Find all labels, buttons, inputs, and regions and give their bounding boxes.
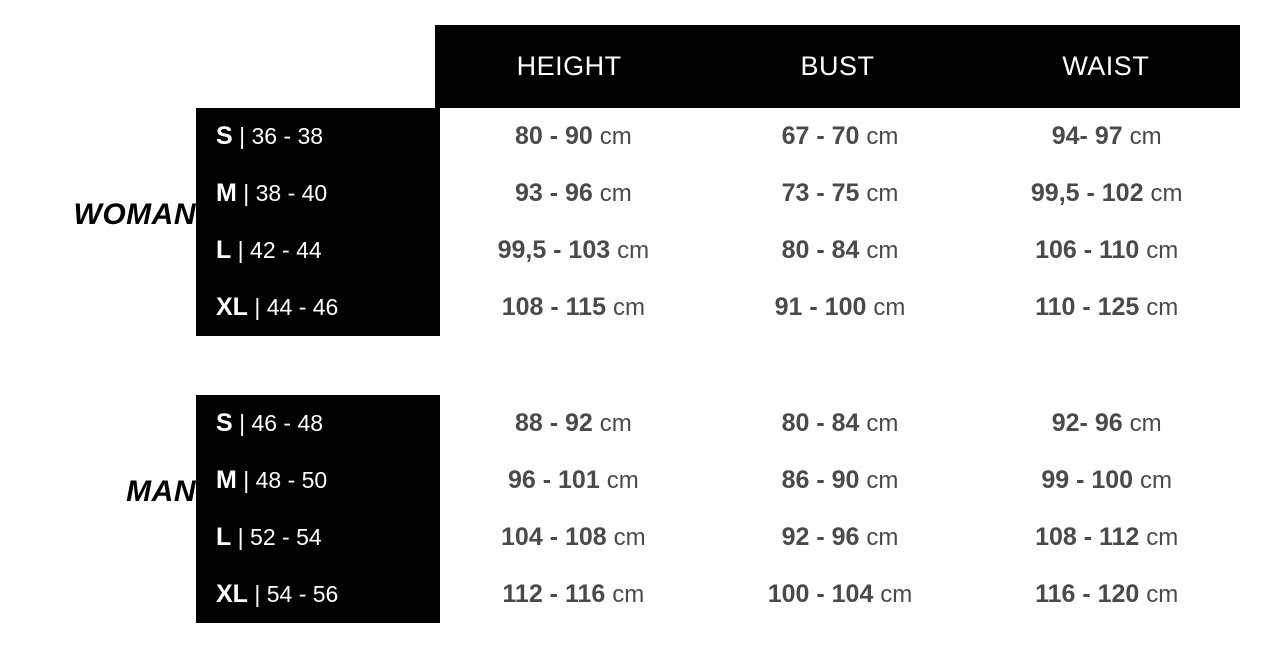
size-separator: | xyxy=(239,410,246,436)
height-value: 112 - 116 xyxy=(502,580,606,608)
size-separator: | xyxy=(237,524,244,550)
group-label-woman: WOMAN xyxy=(73,198,196,231)
height-value: 104 - 108 xyxy=(501,523,607,551)
size-eu: 38 - 40 xyxy=(255,180,328,206)
waist-value: 99 - 100 xyxy=(1041,466,1134,494)
table-row xyxy=(196,165,1240,222)
waist-value: 99,5 - 102 xyxy=(1030,179,1144,207)
bust-cell xyxy=(707,409,974,438)
table-row xyxy=(196,566,1240,623)
size-letter: XL xyxy=(216,580,248,608)
size-separator: | xyxy=(254,581,261,607)
bust-value: 92 - 96 xyxy=(781,523,860,551)
waist-cell xyxy=(973,293,1240,322)
bust-cell xyxy=(707,293,974,322)
unit-label: cm xyxy=(1150,180,1183,207)
waist-cell xyxy=(973,580,1240,609)
waist-cell xyxy=(973,523,1240,552)
unit-label: cm xyxy=(866,123,899,150)
height-value: 96 - 101 xyxy=(507,466,600,494)
size-letter: M xyxy=(216,466,237,494)
size-separator: | xyxy=(254,294,261,320)
height-cell xyxy=(440,122,707,151)
unit-label: cm xyxy=(1129,410,1162,437)
waist-value: 116 - 120 xyxy=(1035,580,1140,608)
size-cell xyxy=(196,409,440,438)
unit-label: cm xyxy=(866,410,899,437)
size-letter: S xyxy=(216,122,233,150)
size-eu: 54 - 56 xyxy=(266,581,339,607)
bust-value: 100 - 104 xyxy=(767,580,874,608)
unit-label: cm xyxy=(612,294,645,321)
height-cell xyxy=(440,293,707,322)
size-letter: XL xyxy=(216,293,248,321)
size-eu: 42 - 44 xyxy=(250,237,322,263)
table-row xyxy=(196,108,1240,165)
height-cell xyxy=(440,409,707,438)
height-value: 88 - 92 xyxy=(514,409,593,437)
unit-label: cm xyxy=(1146,524,1179,551)
bust-cell xyxy=(707,122,974,151)
bust-value: 67 - 70 xyxy=(781,122,860,150)
waist-value: 106 - 110 xyxy=(1035,236,1140,264)
rows-man xyxy=(196,395,1240,623)
unit-label: cm xyxy=(599,180,632,207)
unit-label: cm xyxy=(866,237,899,264)
height-value: 99,5 - 103 xyxy=(497,236,611,264)
bust-value: 80 - 84 xyxy=(781,409,860,437)
height-cell xyxy=(440,523,707,552)
size-letter: L xyxy=(216,236,232,264)
table-row xyxy=(196,452,1240,509)
unit-label: cm xyxy=(1146,294,1179,321)
bust-cell xyxy=(707,523,974,552)
size-letter: S xyxy=(216,409,233,437)
bust-cell xyxy=(707,580,974,609)
bust-value: 73 - 75 xyxy=(781,179,860,207)
unit-label: cm xyxy=(866,524,899,551)
waist-cell xyxy=(973,122,1240,151)
size-separator: | xyxy=(237,237,244,263)
waist-cell xyxy=(973,236,1240,265)
size-separator: | xyxy=(243,180,250,206)
bust-cell xyxy=(707,179,974,208)
unit-label: cm xyxy=(880,581,913,608)
unit-label: cm xyxy=(1146,581,1179,608)
bust-cell xyxy=(707,236,974,265)
waist-value: 94- 97 xyxy=(1051,122,1123,150)
waist-cell xyxy=(973,409,1240,438)
size-cell xyxy=(196,179,440,208)
table-row xyxy=(196,395,1240,452)
bust-value: 80 - 84 xyxy=(781,236,860,264)
size-eu: 48 - 50 xyxy=(255,467,328,493)
column-header-height: HEIGHT xyxy=(516,51,622,81)
unit-label: cm xyxy=(612,581,645,608)
height-value: 80 - 90 xyxy=(514,122,593,150)
size-cell xyxy=(196,466,440,495)
size-letter: L xyxy=(216,523,232,551)
size-cell xyxy=(196,293,440,322)
height-cell xyxy=(440,466,707,495)
unit-label: cm xyxy=(1140,467,1173,494)
size-cell xyxy=(196,236,440,265)
column-header-bust: BUST xyxy=(800,51,875,81)
waist-value: 108 - 112 xyxy=(1035,523,1140,551)
size-cell xyxy=(196,523,440,552)
rows-woman xyxy=(196,108,1240,336)
bust-value: 91 - 100 xyxy=(774,293,867,321)
size-separator: | xyxy=(239,123,246,149)
group-label-man: MAN xyxy=(126,475,196,508)
unit-label: cm xyxy=(599,410,632,437)
size-eu: 46 - 48 xyxy=(251,410,324,436)
size-cell xyxy=(196,580,440,609)
size-cell xyxy=(196,122,440,151)
size-letter: M xyxy=(216,179,237,207)
unit-label: cm xyxy=(866,467,899,494)
size-eu: 44 - 46 xyxy=(266,294,339,320)
unit-label: cm xyxy=(617,237,650,264)
table-row xyxy=(196,509,1240,566)
column-header-waist: WAIST xyxy=(1062,51,1150,81)
unit-label: cm xyxy=(1146,237,1179,264)
waist-cell xyxy=(973,179,1240,208)
size-eu: 36 - 38 xyxy=(251,123,324,149)
waist-cell xyxy=(973,466,1240,495)
unit-label: cm xyxy=(606,467,639,494)
height-cell xyxy=(440,179,707,208)
waist-value: 110 - 125 xyxy=(1035,293,1140,321)
unit-label: cm xyxy=(873,294,906,321)
unit-label: cm xyxy=(866,180,899,207)
waist-value: 92- 96 xyxy=(1051,409,1123,437)
size-separator: | xyxy=(243,467,250,493)
unit-label: cm xyxy=(599,123,632,150)
unit-label: cm xyxy=(613,524,646,551)
table-row xyxy=(196,222,1240,279)
height-cell xyxy=(440,580,707,609)
height-value: 93 - 96 xyxy=(514,179,593,207)
size-eu: 52 - 54 xyxy=(250,524,322,550)
bust-value: 86 - 90 xyxy=(781,466,860,494)
table-header-row xyxy=(435,25,1240,108)
height-cell xyxy=(440,236,707,265)
height-value: 108 - 115 xyxy=(501,293,606,321)
unit-label: cm xyxy=(1129,123,1162,150)
table-row xyxy=(196,279,1240,336)
bust-cell xyxy=(707,466,974,495)
